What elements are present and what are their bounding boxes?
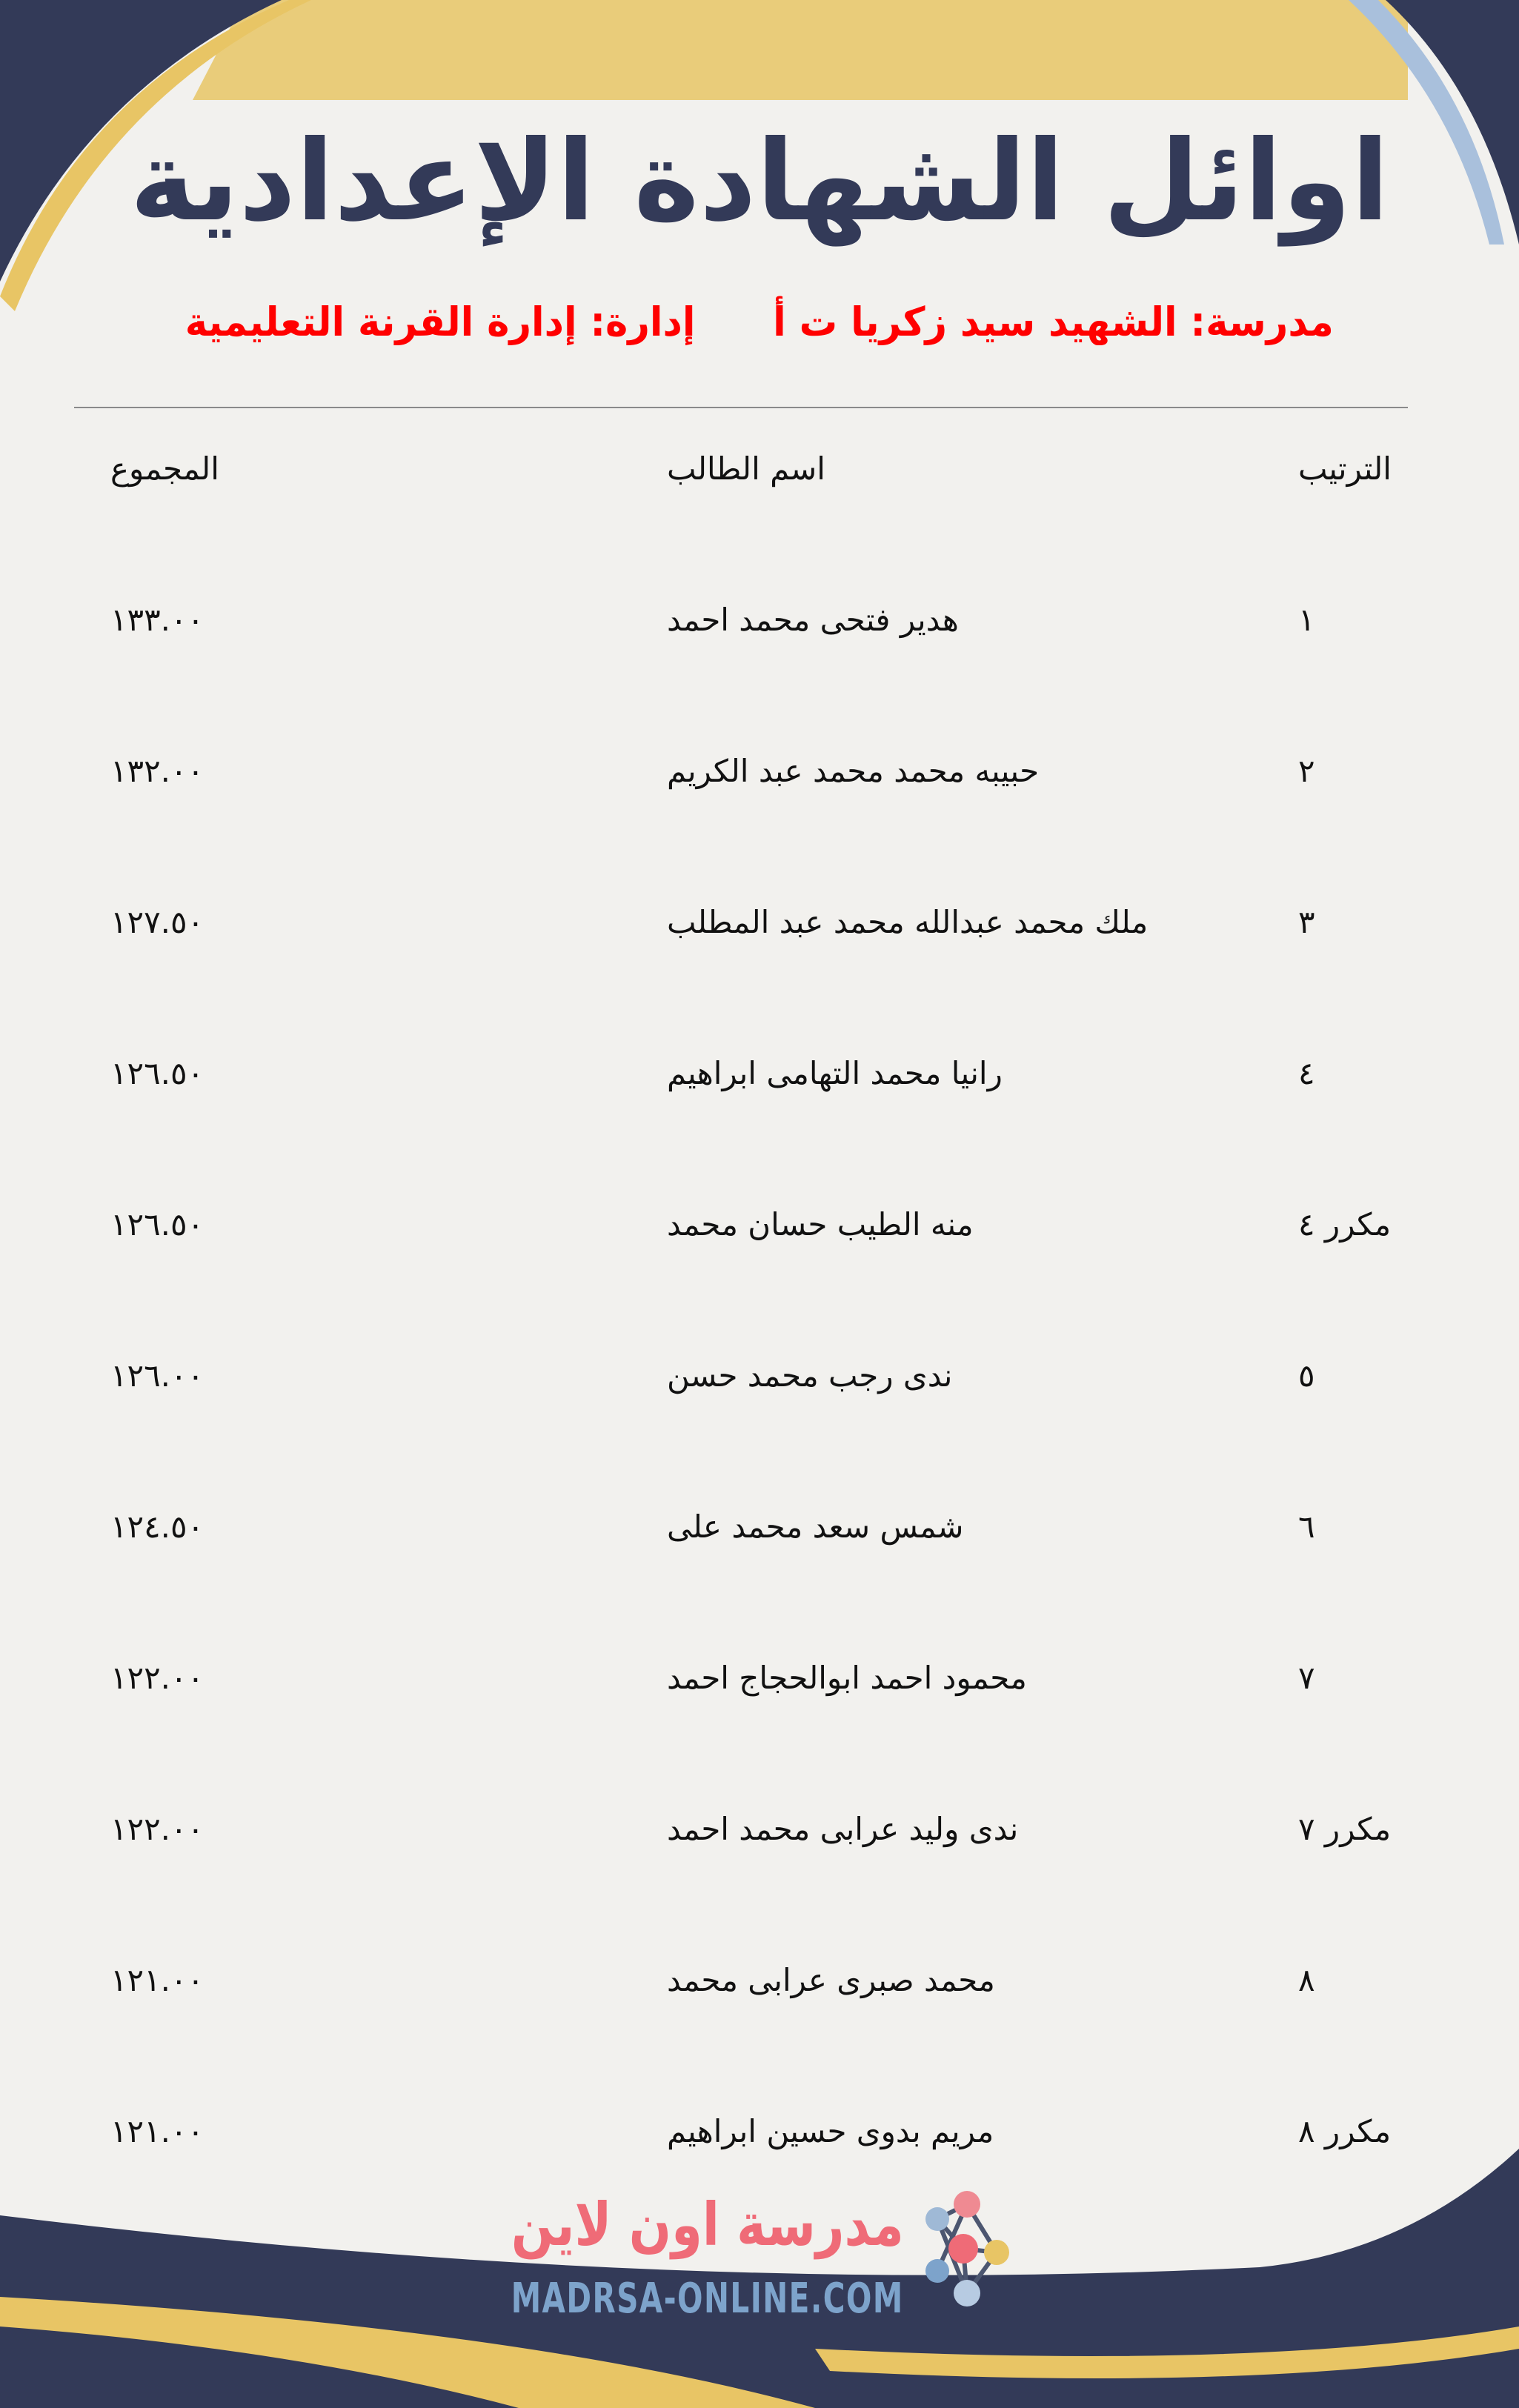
- subtitle: [185, 293, 1334, 352]
- table-row: [0, 1055, 1519, 1114]
- cell-total: ١٣٣.٠٠: [110, 602, 205, 638]
- molecule-icon: [915, 2189, 1019, 2315]
- cell-total: ١٢٦.٥٠: [110, 1206, 205, 1243]
- cell-total: ١٢٦.٥٠: [110, 1055, 205, 1091]
- logo: [511, 2186, 1030, 2334]
- divider: [74, 407, 1408, 408]
- cell-name: ملك محمد عبدالله محمد عبد المطلب: [667, 904, 1149, 940]
- cell-name: حبيبه محمد محمد عبد الكريم: [667, 753, 1040, 789]
- table-row: [0, 1206, 1519, 1265]
- cell-total: ١٢٤.٥٠: [110, 1509, 205, 1545]
- cell-name: مريم بدوى حسين ابراهيم: [667, 2113, 994, 2149]
- cell-name: منه الطيب حسان محمد: [667, 1206, 974, 1243]
- table-header: [0, 450, 1519, 510]
- cell-rank: ٣: [1298, 904, 1315, 940]
- cell-rank: مكرر ٤: [1298, 1206, 1392, 1243]
- administration-name: إدارة: إدارة القرنة التعليمية: [185, 299, 696, 345]
- cell-total: ١٢٢.٠٠: [110, 1811, 205, 1847]
- cell-name: رانيا محمد التهامى ابراهيم: [667, 1055, 1003, 1091]
- header-total: المجموع: [110, 450, 219, 487]
- page-title: اوائل الشهادة الإعدادية: [130, 117, 1389, 246]
- header-rank: الترتيب: [1298, 450, 1392, 487]
- cell-rank: ٢: [1298, 753, 1315, 789]
- table-row: [0, 2113, 1519, 2172]
- cell-rank: ٨: [1298, 1962, 1315, 1998]
- cell-name: هدير فتحى محمد احمد: [667, 602, 959, 638]
- table-row: [0, 1962, 1519, 2021]
- cell-rank: ٧: [1298, 1660, 1315, 1696]
- table-row: [0, 1509, 1519, 1568]
- header-name: اسم الطالب: [667, 450, 825, 487]
- title-container: [56, 111, 1463, 252]
- cell-name: محمد صبرى عرابى محمد: [667, 1962, 995, 1998]
- cell-rank: ١: [1298, 602, 1315, 638]
- cell-total: ١٢٢.٠٠: [110, 1660, 205, 1696]
- cell-rank: ٦: [1298, 1509, 1315, 1545]
- cell-rank: مكرر ٨: [1298, 2113, 1392, 2149]
- cell-name: ندى رجب محمد حسن: [667, 1357, 953, 1394]
- table-row: [0, 904, 1519, 963]
- cell-total: ١٣٢.٠٠: [110, 753, 205, 789]
- cell-name: ندى وليد عرابى محمد احمد: [667, 1811, 1019, 1847]
- logo-english-container: [511, 2271, 904, 2326]
- cell-total: ١٢٧.٥٠: [110, 904, 205, 940]
- cell-rank: ٥: [1298, 1357, 1315, 1394]
- cell-total: ١٢٦.٠٠: [110, 1357, 205, 1394]
- table-row: [0, 1811, 1519, 1870]
- logo-english-text: MADRSA-ONLINE.COM: [511, 2274, 904, 2323]
- cell-total: ١٢١.٠٠: [110, 1962, 205, 1998]
- subtitle-line: [185, 296, 1334, 348]
- school-name: مدرسة: الشهيد سيد زكريا ت أ: [773, 299, 1334, 345]
- cell-total: ١٢١.٠٠: [110, 2113, 205, 2149]
- logo-arabic-text: مدرسة اون لاين: [511, 2189, 904, 2259]
- table-row: [0, 1660, 1519, 1719]
- table-row: [0, 1357, 1519, 1417]
- cell-rank: مكرر ٧: [1298, 1811, 1392, 1847]
- table-row: [0, 602, 1519, 661]
- table-row: [0, 753, 1519, 812]
- cell-name: محمود احمد ابوالحجاج احمد: [667, 1660, 1027, 1696]
- cell-rank: ٤: [1298, 1055, 1315, 1091]
- cell-name: شمس سعد محمد على: [667, 1509, 964, 1545]
- logo-arabic-container: [511, 2186, 904, 2264]
